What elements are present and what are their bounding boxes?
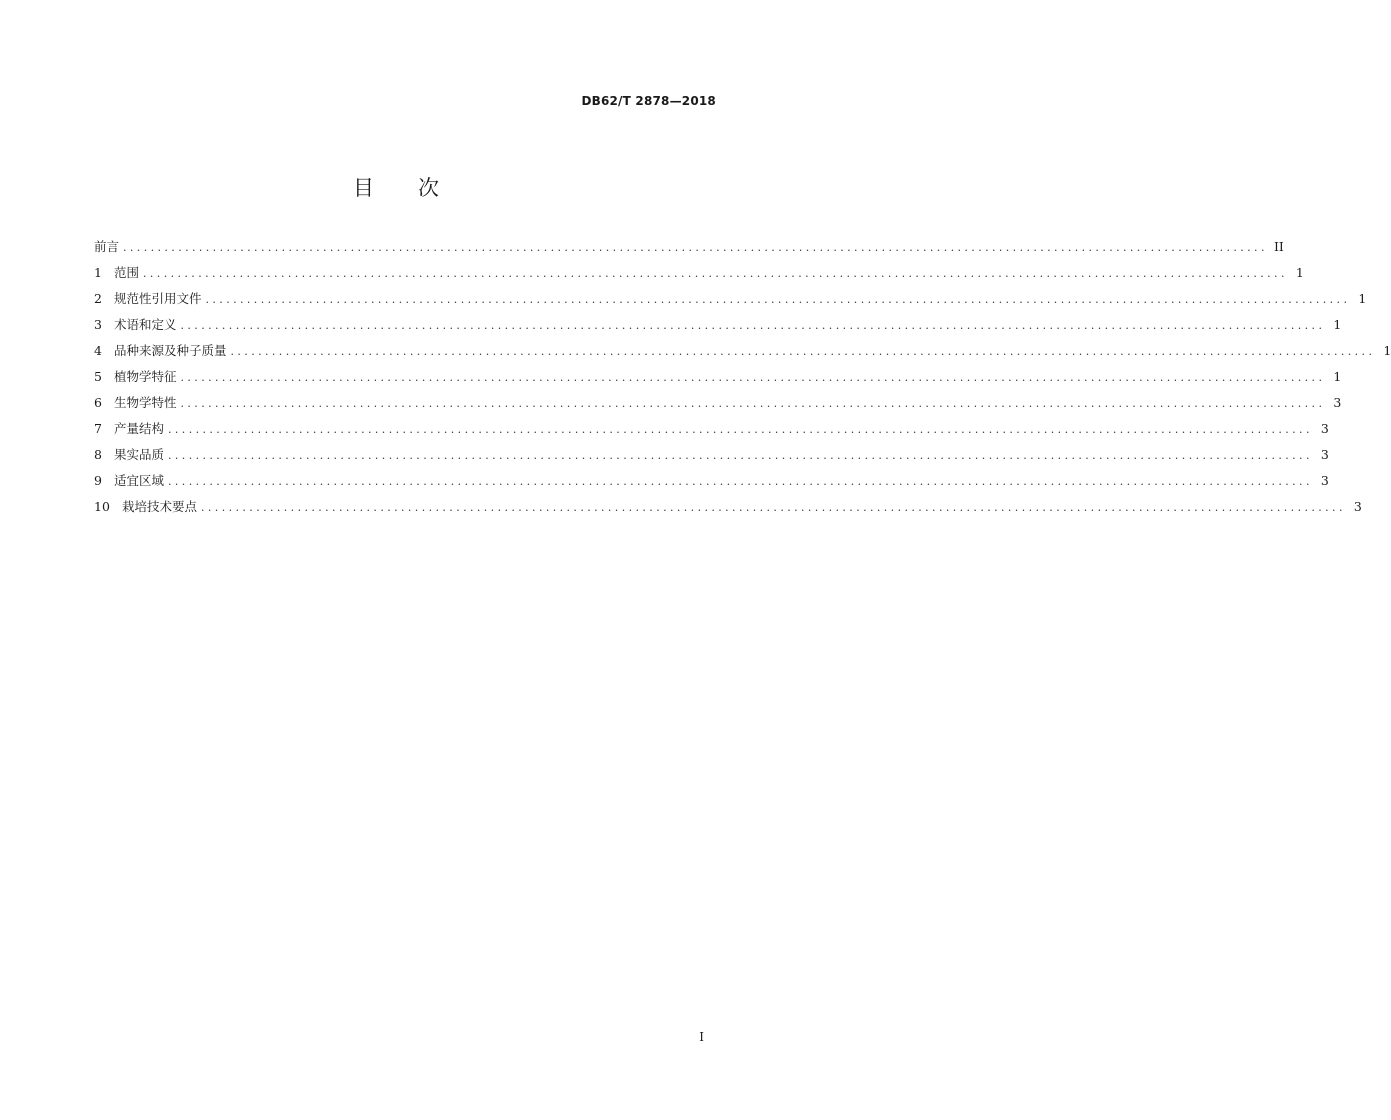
toc-leader-dots: ...................................................................................................................................................................... [168,423,1313,436]
toc-entry-page: 1 [1333,369,1342,384]
toc-entry-label: 生物学特性 [114,395,177,410]
toc-entry-page: II [1273,239,1284,254]
toc-entry-cultivation-points[interactable] [94,497,1362,523]
table-of-contents [94,237,1391,523]
toc-entry-number: 8 [94,447,102,462]
toc-entry-label: 果实品质 [114,447,165,462]
toc-leader-dots: ...................................................................................................................................................................... [123,241,1268,254]
toc-leader-dots: ...................................................................................................................................................................... [205,293,1351,306]
toc-entry-number: 4 [94,343,102,358]
toc-entry-scope[interactable] [94,263,1304,289]
standard-code: DB62/T 2878—2018 [581,94,716,108]
page-number: I [699,1030,704,1044]
toc-entry-biological-traits[interactable] [94,393,1342,419]
toc-entry-number: 6 [94,395,102,410]
toc-entry-label: 植物学特征 [114,369,177,384]
toc-entry-page: 3 [1320,421,1329,436]
page-title: 目次 [353,176,483,200]
toc-entry-label: 前言 [94,239,120,254]
toc-entry-label: 术语和定义 [114,317,177,332]
toc-leader-dots: ...................................................................................................................................................................... [201,501,1346,514]
toc-entry-number: 10 [94,499,110,514]
toc-entry-foreword[interactable] [94,237,1284,263]
toc-entry-page: 1 [1295,265,1304,280]
toc-entry-number: 3 [94,317,102,332]
toc-entry-page: 3 [1320,447,1329,462]
toc-entry-botanical-features[interactable] [94,367,1342,393]
toc-leader-dots: ...................................................................................................................................................................... [168,449,1313,462]
toc-entry-number: 1 [94,265,102,280]
toc-entry-page: 3 [1320,473,1329,488]
toc-entry-number: 5 [94,369,102,384]
toc-entry-number: 9 [94,473,102,488]
toc-entry-label: 栽培技术要点 [122,499,198,514]
toc-leader-dots: ...................................................................................................................................................................... [143,267,1288,280]
toc-entry-page: 1 [1333,317,1342,332]
toc-leader-dots: ...................................................................................................................................................................... [168,475,1313,488]
toc-entry-page: 1 [1358,291,1367,306]
toc-leader-dots: ...................................................................................................................................................................... [180,371,1326,384]
toc-leader-dots: ...................................................................................................................................................................... [230,345,1376,358]
toc-entry-page: 1 [1383,343,1391,358]
toc-entry-number: 2 [94,291,102,306]
toc-entry-terms-definitions[interactable] [94,315,1342,341]
toc-leader-dots: ...................................................................................................................................................................... [180,397,1326,410]
toc-entry-label: 品种来源及种子质量 [114,343,227,358]
toc-entry-yield-structure[interactable] [94,419,1329,445]
toc-entry-label: 规范性引用文件 [114,291,202,306]
toc-entry-fruit-quality[interactable] [94,445,1329,471]
toc-entry-label: 适宜区域 [114,473,165,488]
toc-entry-page: 3 [1353,499,1362,514]
toc-entry-label: 范围 [114,265,140,280]
toc-entry-suitable-region[interactable] [94,471,1329,497]
toc-entry-page: 3 [1333,395,1342,410]
toc-entry-normative-references[interactable] [94,289,1367,315]
toc-leader-dots: ...................................................................................................................................................................... [180,319,1326,332]
toc-entry-label: 产量结构 [114,421,165,436]
toc-entry-variety-source[interactable] [94,341,1391,367]
toc-entry-number: 7 [94,421,102,436]
